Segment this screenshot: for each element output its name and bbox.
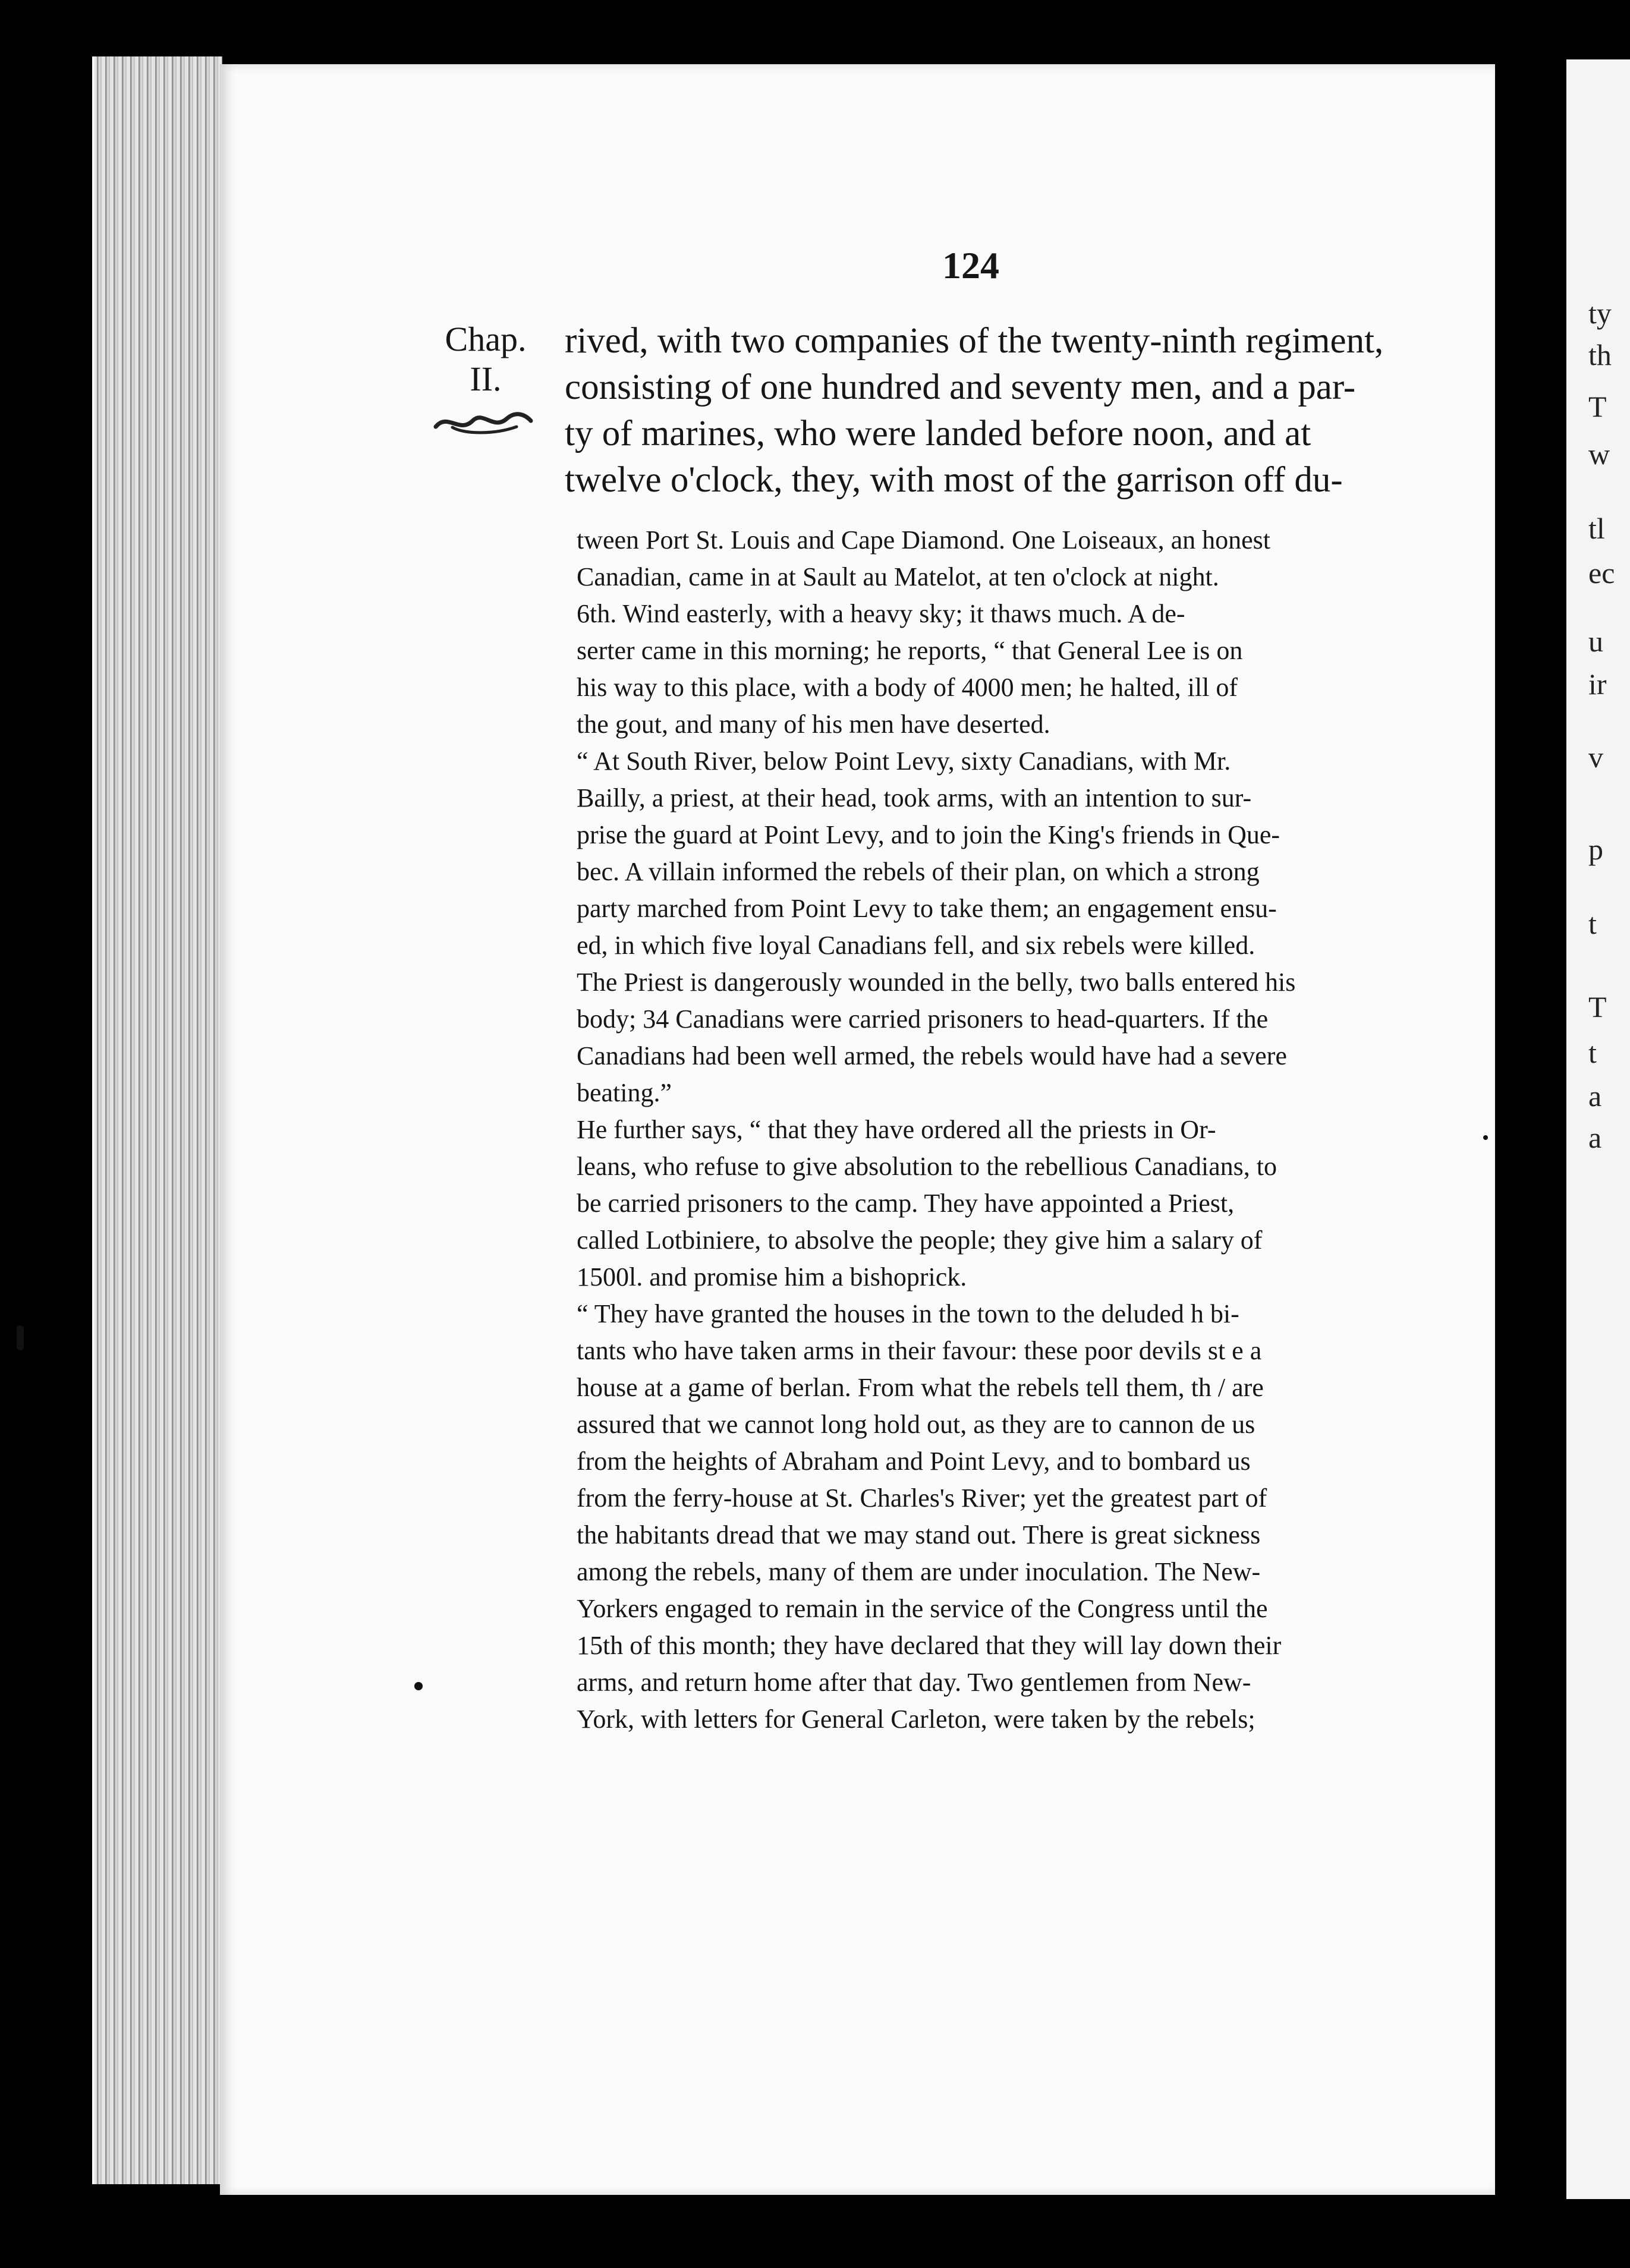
text-line: tants who have taken arms in their favour: these poor devils st e a	[577, 1336, 1262, 1365]
text-line: his way to this place, with a body of 4000 men; he halted, ill of	[577, 673, 1238, 702]
text-line: 6th. Wind easterly, with a heavy sky; it thaws much. A de-	[577, 599, 1185, 628]
adjacent-page-fragment: ec	[1588, 556, 1615, 590]
ink-speck	[1483, 1135, 1488, 1140]
text-line: Canadians had been well armed, the rebels would have had a severe	[577, 1041, 1287, 1070]
text-line: assured that we cannot long hold out, as they are to cannon de us	[577, 1410, 1255, 1439]
chapter-marker	[429, 320, 542, 399]
text-line: body; 34 Canadians were carried prisoners to head-quarters. If the	[577, 1004, 1269, 1034]
text-line: ed, in which five loyal Canadians fell, and six rebels were killed.	[577, 931, 1255, 960]
large-opening-text	[565, 318, 1409, 503]
text-line: beating.”	[577, 1078, 672, 1107]
adjacent-page-fragment: ty	[1588, 297, 1612, 330]
text-line: ty of marines, who were landed before noon, and at	[565, 414, 1311, 453]
text-line: from the heights of Abraham and Point Levy, and to bombard us	[577, 1447, 1251, 1476]
text-line: arms, and return home after that day. Two gentlemen from New-	[577, 1668, 1251, 1697]
page-number: 124	[942, 244, 999, 286]
text-line: be carried prisoners to the camp. They have appointed a Priest,	[577, 1189, 1235, 1218]
text-line: prise the guard at Point Levy, and to join the King's friends in Que-	[577, 820, 1280, 849]
adjacent-page-fragment: T	[1588, 390, 1607, 423]
text-line: Bailly, a priest, at their head, took arms, with an intention to sur-	[577, 783, 1252, 812]
adjacent-page-fragment: t	[1588, 1036, 1597, 1069]
text-line: “ They have granted the houses in the town to the deluded h bi-	[577, 1299, 1239, 1328]
adjacent-page-fragment: u	[1588, 625, 1603, 658]
adjacent-page-fragment: a	[1588, 1079, 1602, 1113]
text-line: called Lotbiniere, to absolve the people; they give him a salary of	[577, 1226, 1263, 1255]
text-line: among the rebels, many of them are under inoculation. The New-	[577, 1557, 1261, 1586]
adjacent-page-fragment: v	[1588, 741, 1603, 774]
text-line: house at a game of berlan. From what the rebels tell them, th / are	[577, 1373, 1264, 1402]
book-edge-stack	[92, 56, 222, 2184]
text-line: the habitants dread that we may stand out. There is great sickness	[577, 1520, 1261, 1549]
body-text	[577, 522, 1424, 1738]
text-line: tween Port St. Louis and Cape Diamond. One Loiseaux, an honest	[577, 525, 1271, 555]
text-line: 1500l. and promise him a bishoprick.	[577, 1262, 967, 1292]
text-line: rived, with two companies of the twenty-ninth regiment,	[565, 321, 1384, 361]
adjacent-page-fragment: t	[1588, 907, 1597, 940]
adjacent-page-fragment: th	[1588, 338, 1612, 371]
chapter-label: Chap.	[445, 320, 527, 358]
ink-speck	[414, 1682, 423, 1690]
text-line: the gout, and many of his men have deserted.	[577, 710, 1050, 739]
adjacent-page-fragment: p	[1588, 833, 1603, 866]
text-line: 15th of this month; they have declared that they will lay down their	[577, 1631, 1282, 1660]
text-line: from the ferry-house at St. Charles's River; yet the greatest part of	[577, 1483, 1267, 1513]
adjacent-page-fragment: T	[1588, 990, 1607, 1023]
adjacent-page-fragment: w	[1588, 437, 1610, 471]
text-line: consisting of one hundred and seventy men, and a par-	[565, 367, 1356, 407]
adjacent-page-fragment: ir	[1588, 667, 1607, 701]
text-line: The Priest is dangerously wounded in the belly, two balls entered his	[577, 968, 1296, 997]
chapter-number: II.	[470, 359, 502, 398]
ink-speck	[17, 1325, 24, 1350]
text-line: “ At South River, below Point Levy, sixty Canadians, with Mr.	[577, 746, 1231, 776]
text-line: Canadian, came in at Sault au Matelot, at ten o'clock at night.	[577, 562, 1219, 591]
text-line: party marched from Point Levy to take them; an engagement ensu-	[577, 894, 1277, 923]
text-line: bec. A villain informed the rebels of their plan, on which a strong	[577, 857, 1260, 886]
text-line: York, with letters for General Carleton, were taken by the rebels;	[577, 1705, 1255, 1734]
chapter-ornament-icon	[431, 404, 535, 435]
adjacent-page-fragment: a	[1588, 1121, 1602, 1154]
text-line: leans, who refuse to give absolution to the rebellious Canadians, to	[577, 1152, 1277, 1181]
text-line: He further says, “ that they have ordered all the priests in Or-	[577, 1115, 1216, 1144]
adjacent-page-fragment: tl	[1588, 512, 1605, 545]
text-line: Yorkers engaged to remain in the service of the Congress until the	[577, 1594, 1268, 1623]
text-line: twelve o'clock, they, with most of the garrison off du-	[565, 460, 1343, 500]
text-line: serter came in this morning; he reports, “ that General Lee is on	[577, 636, 1243, 665]
